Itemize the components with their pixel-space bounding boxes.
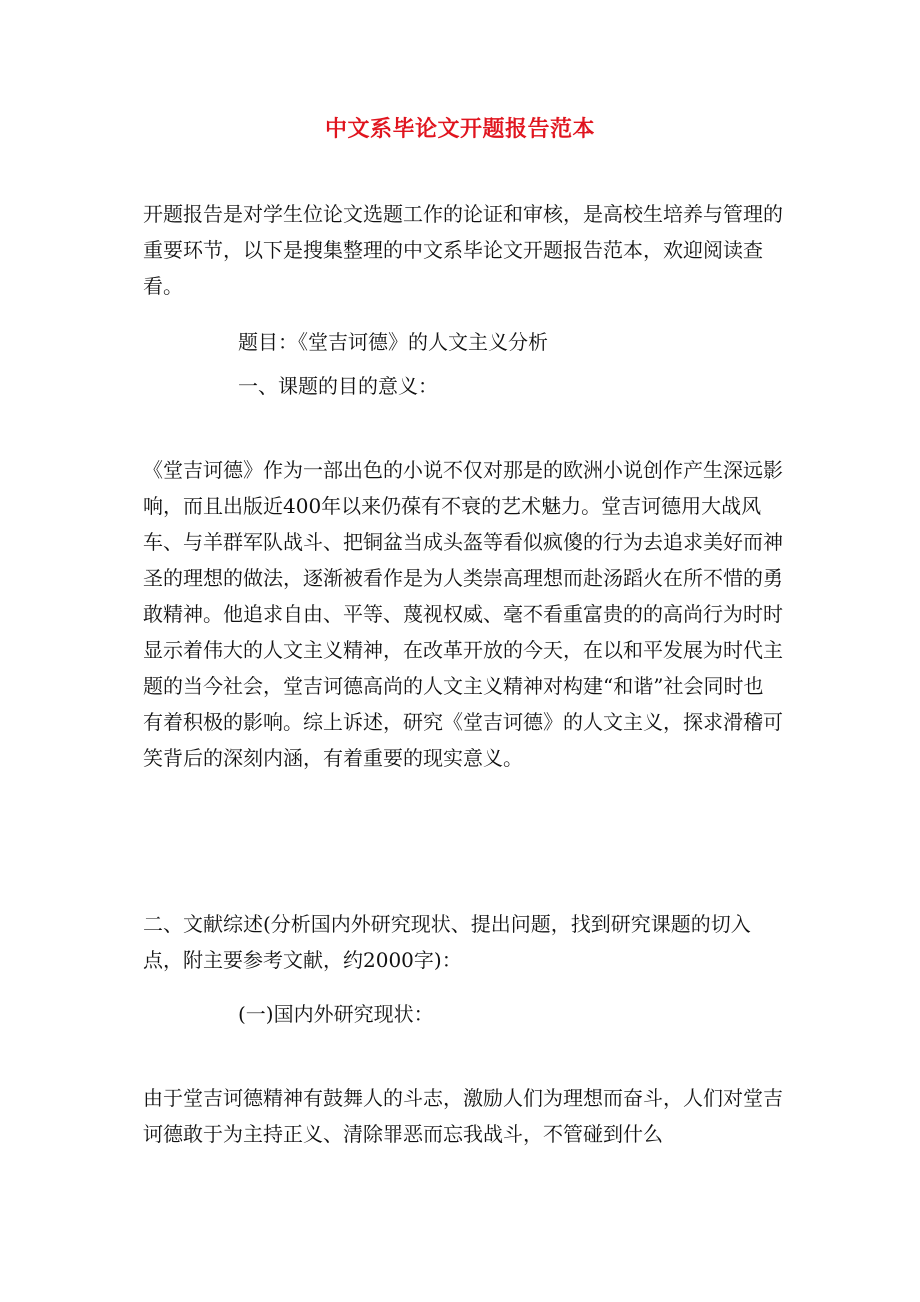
section2-body: 由于堂吉诃德精神有鼓舞人的斗志，激励人们为理想而奋斗，人们对堂吉诃德敢于为主持正义、清除罪恶而忘我战斗，不管碰到什么 — [143, 1086, 783, 1146]
intro-paragraph: 开题报告是对学生位论文选题工作的论证和审核，是高校生培养与管理的重要环节，以下是搜集整理的中文系毕论文开题报告范本，欢迎阅读查看。 — [143, 202, 783, 298]
section1-heading: 一、课题的目的意义： — [238, 374, 438, 398]
topic-line: 题目：《堂吉诃德》的人文主义分析 — [238, 330, 548, 354]
document-title: 中文系毕论文开题报告范本 — [324, 116, 595, 142]
section2-subheading: (一)国内外研究现状： — [238, 1002, 434, 1026]
section1-body: 《堂吉诃德》作为一部出色的小说不仅对那是的欧洲小说创作产生深远影响，而且出版近400年以来仍葆有不衰的艺术魅力。堂吉诃德用大战风车、与羊群军队战斗、把铜盆当成头盔等看似疯傻的行为去追求美好而神圣的理想的做法，逐渐被看作是为人类崇高理想而赴汤蹈火在所不惜的勇敢精神。他追求自由、平等、蔑视权威、毫不看重富贵的的高尚行为时时显示着伟大的人文主义精神，在改革开放的今天，在以和平发展为时代主题的当今社会，堂吉诃德高尚的人文主义精神对构建“和谐”社会同时也有着积极的影响。综上诉述，研究《堂吉诃德》的人文主义，探求滑稽可笑背后的深刻内涵，有着重要的现实意义。 — [143, 458, 783, 770]
section2-heading: 二、文献综述(分析国内外研究现状、提出问题，找到研究课题的切入点，附主要参考文献，约2000字)： — [143, 912, 751, 972]
